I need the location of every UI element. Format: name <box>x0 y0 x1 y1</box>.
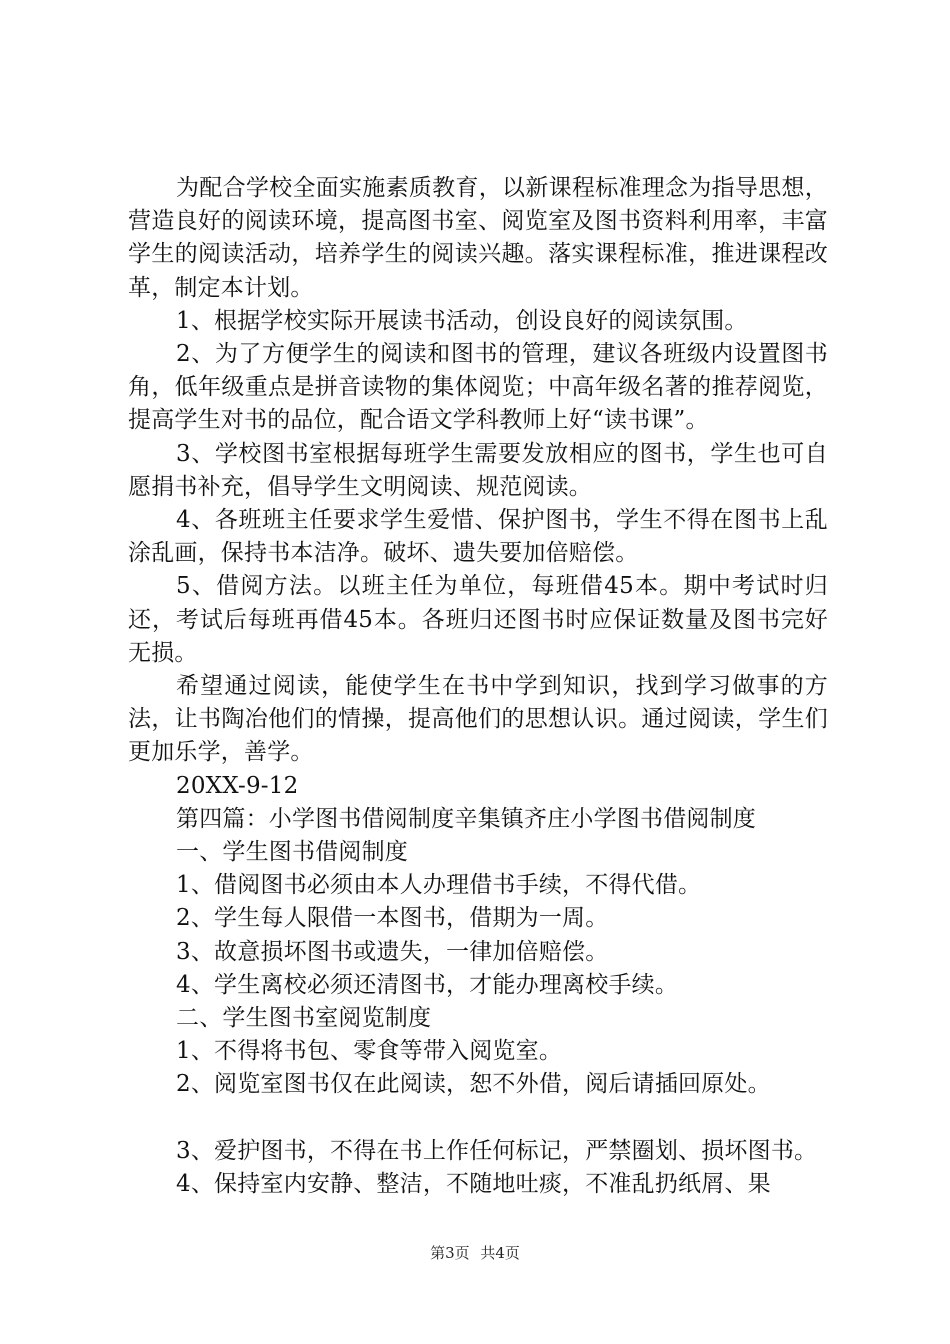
list-item: 4、学生离校必须还清图书，才能办理离校手续。 <box>176 971 679 998</box>
section-title: 第四篇：小学图书借阅制度辛集镇齐庄小学图书借阅制度 <box>176 805 756 832</box>
list-item: 1、不得将书包、零食等带入阅览室。 <box>176 1038 563 1065</box>
plan-item-3: 3、学校图书室根据每班学生需要发放相应的图书，学生也可自愿捐书补充，倡导学生文明阅读、规范阅读。 <box>128 440 828 500</box>
list-item: 2、阅览室图书仅在此阅读，恕不外借，阅后请插回原处。 <box>176 1071 771 1098</box>
page-total: 共4页 <box>480 1244 520 1262</box>
blank-line <box>128 1102 828 1135</box>
part2-heading: 二、学生图书室阅览制度 <box>176 1005 432 1032</box>
list-item: 4、保持室内安静、整洁，不随地吐痰，不准乱扔纸屑、果 <box>176 1170 771 1197</box>
list-item: 3、故意损坏图书或遗失，一律加倍赔偿。 <box>176 938 609 965</box>
page-number: 第3页 <box>430 1244 470 1262</box>
part1-heading: 一、学生图书借阅制度 <box>176 839 408 866</box>
document-body <box>128 172 828 1201</box>
plan-item-4: 4、各班班主任要求学生爱惜、保护图书，学生不得在图书上乱涂乱画，保持书本洁净。破坏、遗失要加倍赔偿。 <box>128 507 828 567</box>
list-item: 3、爱护图书，不得在书上作任何标记，严禁圈划、损坏图书。 <box>176 1137 818 1164</box>
list-item: 2、学生每人限借一本图书，借期为一周。 <box>176 905 609 932</box>
plan-item-1: 1、根据学校实际开展读书活动，创设良好的阅读氛围。 <box>176 307 748 334</box>
list-item: 1、借阅图书必须由本人办理借书手续，不得代借。 <box>176 872 702 899</box>
closing-paragraph: 希望通过阅读，能使学生在书中学到知识，找到学习做事的方法，让书陶冶他们的情操，提高他们的思想认识。通过阅读，学生们更加乐学，善学。 <box>128 673 828 766</box>
intro-paragraph: 为配合学校全面实施素质教育，以新课程标准理念为指导思想，营造良好的阅读环境，提高图书室、阅览室及图书资料利用率，丰富学生的阅读活动，培养学生的阅读兴趣。落实课程标准，推进课程改革，制定本计划。 <box>128 175 828 301</box>
plan-item-2: 2、为了方便学生的阅读和图书的管理，建议各班级内设置图书角，低年级重点是拼音读物的集体阅览；中高年级名著的推荐阅览，提高学生对书的品位，配合语文学科教师上好“读书课”。 <box>128 341 828 434</box>
plan-item-5: 5、借阅方法。以班主任为单位，每班借45本。期中考试时归还，考试后每班再借45本。各班归还图书时应保证数量及图书完好无损。 <box>128 573 828 666</box>
document-date: 20XX-9-12 <box>176 772 299 799</box>
page-footer <box>0 1242 950 1263</box>
